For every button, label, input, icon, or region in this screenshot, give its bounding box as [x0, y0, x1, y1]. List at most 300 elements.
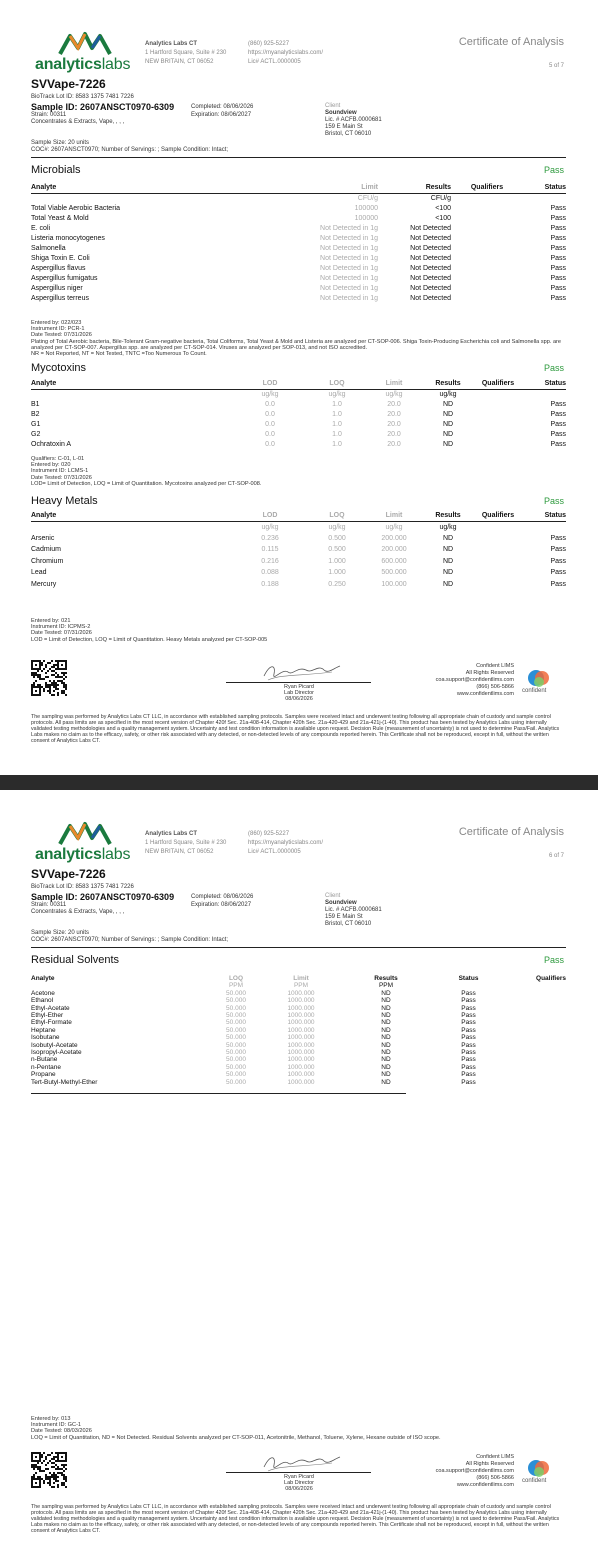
sample-id: Sample ID: 2607ANSCT0970-6309	[31, 102, 175, 112]
table-cell: 100000	[354, 205, 378, 212]
confident-brand: confident	[522, 1478, 547, 1484]
table-cell: Not Detected	[410, 275, 451, 282]
table-cell: ND	[381, 1071, 391, 1079]
table-cell: 0.500	[328, 534, 346, 542]
table-cell: 50.000	[226, 1056, 246, 1064]
table-cell: Lead	[31, 569, 47, 577]
heavy-metals-table	[31, 511, 566, 591]
table-cell	[506, 1042, 566, 1049]
table-cell: Pass	[550, 245, 566, 252]
col-header: Status	[523, 183, 566, 194]
table-row	[31, 244, 566, 254]
table-cell: Listeria monocytogenes	[31, 235, 105, 242]
table-cell: ND	[381, 1078, 391, 1086]
table-cell: 50.000	[226, 1026, 246, 1034]
table-cell: 50.000	[226, 997, 246, 1005]
strain-info: Strain: 00311 Concentrates & Extracts, Vape, , , ,	[31, 112, 125, 125]
strain-info: Strain: 00311 Concentrates & Extracts, Vape, , , ,	[31, 902, 125, 915]
table-row	[31, 545, 566, 557]
page-number: 5 of 7	[548, 63, 564, 69]
completion-dates: Completed: 08/06/2026 Expiration: 08/06/2027	[191, 894, 254, 908]
table-row	[31, 254, 566, 264]
microbials-notes	[31, 320, 566, 357]
table-row	[31, 1019, 566, 1026]
table-cell: 1000.000	[287, 989, 315, 997]
table-cell: 1000.000	[287, 1071, 315, 1079]
table-cell: 1000.000	[287, 997, 315, 1005]
table-cell: 1.0	[332, 411, 342, 418]
table-cell: Pass	[461, 1019, 476, 1027]
logo-wordmark: analyticslabs	[35, 56, 131, 73]
table-cell	[506, 1012, 566, 1019]
table-cell: 0.500	[328, 546, 346, 554]
table-cell: Pass	[461, 1012, 476, 1020]
table-cell	[451, 234, 523, 244]
note-line: Entered by: 020	[31, 462, 71, 469]
table-cell: Not Detected	[410, 255, 451, 262]
col-header: LOQ	[228, 975, 244, 982]
table-cell	[473, 440, 523, 450]
table-cell: Pass	[461, 1026, 476, 1034]
note-line: LOD = Limit of Detection, LOQ = Limit of Quantitation. Heavy Metals analyzed per CT-SOP-005	[31, 636, 268, 643]
table-cell: Not Detected	[410, 245, 451, 252]
table-cell: ND	[381, 1056, 391, 1064]
signature-block: Ryan Picard Lab Director 08/06/2026	[284, 1474, 314, 1492]
table-cell	[506, 1019, 566, 1026]
table-cell: Total Viable Aerobic Bacteria	[31, 205, 120, 212]
analytics-labs-logo-icon	[58, 30, 112, 56]
table-cell: 0.088	[261, 569, 279, 577]
table-cell: Pass	[550, 580, 566, 588]
col-header: LOD	[231, 379, 309, 390]
unit-label: CFU/g	[430, 195, 451, 202]
table-cell: Ochratoxin A	[31, 441, 72, 448]
heavy-metals-status: Pass	[543, 496, 564, 506]
lab-info: Analytics Labs CT 1 Hartford Square, Suite # 230 NEW BRITAIN, CT 06052	[145, 41, 227, 65]
col-header: LOQ	[309, 379, 365, 390]
unit-label: ug/kg	[385, 523, 403, 531]
table-cell: Salmonella	[31, 245, 66, 252]
table-cell	[473, 533, 523, 545]
confident-info: Confident LIMS All Rights Reserved coa.support@confidentlims.com (866) 506-5866 www.confidentlims.com	[435, 1454, 514, 1488]
table-cell: Pass	[550, 225, 566, 232]
table-row	[31, 556, 566, 568]
table-cell: ND	[442, 580, 454, 588]
note-line: Entered by: 013	[31, 1416, 71, 1422]
table-row	[31, 440, 566, 450]
table-cell: ND	[381, 989, 391, 997]
table-cell: Pass	[461, 1071, 476, 1079]
col-header: LOQ	[309, 511, 365, 522]
table-cell: 1.000	[328, 557, 346, 565]
table-cell: 20.0	[387, 421, 401, 428]
col-header: Limit	[293, 975, 309, 982]
table-cell: 1000.000	[287, 1063, 315, 1071]
table-cell: Not Detected	[410, 225, 451, 232]
table-cell: 200.000	[381, 534, 407, 542]
col-header: Status	[523, 511, 566, 522]
analytics-labs-logo-icon	[58, 820, 112, 846]
product-name: SVVape-7226	[31, 867, 106, 881]
table-cell	[473, 568, 523, 580]
col-header: Results	[423, 511, 473, 522]
table-cell: 50.000	[226, 1012, 246, 1020]
table-cell: 0.250	[328, 580, 346, 588]
mycotoxins-notes	[31, 456, 566, 487]
table-cell: 50.000	[226, 1049, 246, 1057]
sample-id: Sample ID: 2607ANSCT0970-6309	[31, 892, 175, 902]
table-cell	[451, 274, 523, 284]
table-cell: Isobutyl-Acetate	[31, 1041, 78, 1049]
table-row	[31, 1027, 566, 1034]
note-line: Instrument ID: PCR-1	[31, 326, 85, 333]
microbials-status: Pass	[543, 165, 564, 175]
residual-solvents-title: Residual Solvents	[31, 954, 120, 966]
table-cell: ND	[381, 1026, 391, 1034]
table-end-line	[31, 1093, 406, 1094]
unit-label: ug/kg	[439, 523, 457, 531]
table-cell: Pass	[550, 431, 566, 438]
table-row	[31, 1034, 566, 1041]
table-cell: 1.0	[332, 421, 342, 428]
table-cell: ND	[442, 441, 454, 448]
table-cell: Not Detected	[410, 295, 451, 302]
table-cell: Acetone	[31, 989, 55, 997]
unit-label: ug/kg	[261, 523, 279, 531]
table-cell	[451, 264, 523, 274]
table-cell: Not Detected in 1g	[320, 265, 378, 272]
table-cell: <100	[435, 205, 451, 212]
note-line: Instrument ID: ICPMS-2	[31, 624, 91, 631]
table-cell: E. coli	[31, 225, 51, 232]
table-row	[31, 997, 566, 1004]
unit-label: PPM	[228, 982, 244, 990]
table-cell	[473, 579, 523, 591]
table-cell: ND	[381, 1041, 391, 1049]
table-row	[31, 1049, 566, 1056]
col-header: Qualifiers	[473, 379, 523, 390]
table-cell: 0.236	[261, 534, 279, 542]
table-cell	[451, 284, 523, 294]
col-header: Results	[423, 379, 473, 390]
table-cell: 0.115	[261, 546, 279, 554]
table-cell	[451, 224, 523, 234]
note-line: Date Tested: 08/03/2026	[31, 1428, 92, 1435]
table-cell: Mercury	[31, 580, 57, 588]
col-header: Analyte	[31, 379, 231, 390]
client-info: Client Soundview Lic. # ACFB.0000681 159 E Main St Bristol, CT 06010	[325, 103, 382, 137]
table-cell	[451, 244, 523, 254]
table-cell: Shiga Toxin E. Coli	[31, 255, 90, 262]
table-cell: ND	[381, 1063, 391, 1071]
mycotoxins-title: Mycotoxins	[31, 362, 87, 374]
table-cell: Pass	[550, 534, 566, 542]
table-cell: Pass	[461, 1041, 476, 1049]
table-row	[31, 264, 566, 274]
table-cell	[506, 1056, 566, 1063]
client-info: Client Soundview Lic. # ACFB.0000681 159 E Main St Bristol, CT 06010	[325, 893, 382, 927]
disclaimer: The sampling was performed by Analytics Labs CT LLC, in accordance with established sampling protocols. Samples were received intact and underwent testing following all appropriate chain of custody and sample control protocols. All pass limits are as specified in the most recent version of Chapter 420f Sec. 21a-408-414, Chapter 420h Sec. 21a-420-429 and 21a-421j-(1-40). This product has been tested by Analytics Labs using internally validated testing methodologies and a quality management system. Uncertainty and test condition information is available upon request. Decision Rule (measurement of uncertainty) is not used to determine Pass/Fail. Analytics Labs makes no claim as to the efficacy, safety, or other risk associated with any detected, or non-detected levels of any compounds reported herein. This Certificate shall not be reproduced, except in full, without the written consent of Analytics Labs CT.	[31, 714, 560, 744]
mycotoxins-status: Pass	[543, 363, 564, 373]
divider-line	[31, 157, 566, 158]
col-header: Qualifiers	[536, 975, 566, 982]
table-cell: B1	[31, 401, 40, 408]
table-cell: ND	[442, 411, 454, 418]
table-cell	[473, 545, 523, 557]
table-cell: 1.0	[332, 441, 342, 448]
table-cell: Pass	[550, 285, 566, 292]
qr-code-icon	[31, 660, 67, 696]
table-cell: Ethyl-Formate	[31, 1019, 72, 1027]
note-line: LOD= Limit of Detection, LOQ = Limit of Quantitation. Mycotoxins analyzed per CT-SOP-008.	[31, 480, 262, 487]
table-cell: 0.216	[261, 557, 279, 565]
table-cell: ND	[381, 1012, 391, 1020]
table-cell: Pass	[461, 1063, 476, 1071]
table-cell: Pass	[550, 411, 566, 418]
table-cell: 50.000	[226, 1041, 246, 1049]
col-header: Analyte	[31, 511, 231, 522]
table-cell: Pass	[550, 421, 566, 428]
col-header: Analyte	[31, 183, 251, 194]
lab-contact: (860) 925-5227 https://myanalyticslabs.com/ Lic# ACTL.0000005	[248, 41, 324, 65]
unit-label: ug/kg	[328, 523, 346, 531]
table-cell: Heptane	[31, 1026, 56, 1034]
table-row	[31, 1056, 566, 1063]
table-cell	[451, 204, 523, 214]
note-line: Plating of Total Aerobic bacteria, Bile-Tolerant Gram-negative bacteria, Total Coliforms, Total Yeast & Mold and Listeria are analyzed per CT-SOP-006. Shiga Toxin-Producing Escherichia coli and Salmonella spp. are analyzed per CT-SOP-007. Aspergillus spp. are analyzed per CT-SOP-014. Viruses are analyzed per SOP-013, and not ISO accredited.	[31, 338, 562, 351]
table-cell: Arsenic	[31, 534, 55, 542]
table-cell: Ethanol	[31, 997, 54, 1005]
table-cell: Pass	[550, 401, 566, 408]
col-header: Results	[378, 183, 451, 194]
unit-label: PPM	[293, 982, 309, 990]
note-line: Date Tested: 07/31/2026	[31, 630, 92, 637]
divider-line	[31, 947, 566, 948]
table-row	[31, 224, 566, 234]
table-cell: Pass	[461, 1034, 476, 1042]
note-line: LOQ = Limit of Quantitation, ND = Not Detected. Residual Solvents analyzed per CT-SOP-011, Acetonitrile, Methanol, Toluene, Xylene, Hexane outside of ISO scope.	[31, 1434, 441, 1441]
col-header: Qualifiers	[473, 511, 523, 522]
note-line: Entered by: 022/023	[31, 320, 82, 326]
table-cell: Ethyl-Ether	[31, 1012, 64, 1020]
table-cell	[506, 1005, 566, 1012]
table-cell: Aspergillus terreus	[31, 295, 89, 302]
note-line: Qualifiers: C-01, L-01	[31, 456, 85, 462]
table-cell: 20.0	[387, 441, 401, 448]
table-cell: Pass	[461, 989, 476, 997]
note-line: Instrument ID: LCMS-1	[31, 468, 89, 475]
table-cell: 1000.000	[287, 1019, 315, 1027]
col-header: Qualifiers	[451, 183, 523, 194]
table-cell: Pass	[461, 1004, 476, 1012]
table-cell: 20.0	[387, 411, 401, 418]
table-row	[31, 420, 566, 430]
note-line: Date Tested: 07/31/2026	[31, 474, 92, 481]
table-cell: Not Detected in 1g	[320, 245, 378, 252]
table-cell: Not Detected in 1g	[320, 275, 378, 282]
table-cell: 200.000	[381, 546, 407, 554]
table-cell: <100	[435, 215, 451, 222]
table-cell: Pass	[550, 295, 566, 302]
table-cell	[506, 1049, 566, 1056]
table-cell: 0.0	[265, 421, 275, 428]
table-cell: 1000.000	[287, 1004, 315, 1012]
col-header: Limit	[365, 511, 423, 522]
table-cell	[506, 997, 566, 1004]
table-cell: Pass	[550, 569, 566, 577]
table-cell: Isopropyl-Acetate	[31, 1049, 82, 1057]
residual-solvents-table	[31, 975, 566, 1086]
table-cell: G2	[31, 431, 41, 438]
col-header: Results	[374, 975, 398, 982]
col-header: Status	[458, 975, 479, 982]
table-cell: 50.000	[226, 1078, 246, 1086]
table-cell: ND	[381, 997, 391, 1005]
table-cell: 1000.000	[287, 1026, 315, 1034]
note-line: Entered by: 021	[31, 618, 71, 624]
table-row	[31, 430, 566, 440]
signature-scrawl-icon	[262, 662, 342, 684]
note-line: NR = Not Reported, NT = Not Tested, TNTC =Too Numerous To Count.	[31, 351, 207, 358]
table-row	[31, 214, 566, 224]
table-row	[31, 274, 566, 284]
table-cell: Not Detected	[410, 265, 451, 272]
table-cell: 50.000	[226, 1071, 246, 1079]
biotrack-id: BioTrack Lot ID: 8583 1375 7481 7226	[31, 94, 134, 100]
residual-solvents-notes	[31, 1416, 566, 1441]
table-cell: ND	[442, 546, 454, 554]
table-cell: ND	[381, 1004, 391, 1012]
table-cell: ND	[442, 431, 454, 438]
table-cell: Pass	[550, 441, 566, 448]
table-row	[31, 1005, 566, 1012]
table-row	[31, 400, 566, 410]
table-row	[31, 294, 566, 304]
table-cell: n-Butane	[31, 1056, 58, 1064]
table-cell: ND	[442, 421, 454, 428]
table-cell: 500.000	[381, 569, 407, 577]
table-cell: Pass	[550, 265, 566, 272]
table-cell: B2	[31, 411, 40, 418]
confident-brand: confident	[522, 688, 547, 694]
table-cell: Pass	[550, 275, 566, 282]
product-name: SVVape-7226	[31, 77, 106, 91]
table-cell: Pass	[461, 1056, 476, 1064]
table-cell: Not Detected in 1g	[320, 225, 378, 232]
qr-code-icon	[31, 1452, 67, 1488]
table-cell: Tert-Butyl-Methyl-Ether	[31, 1078, 98, 1086]
table-cell: 20.0	[387, 401, 401, 408]
table-cell: Pass	[550, 235, 566, 242]
table-cell: 0.0	[265, 401, 275, 408]
unit-label: ug/kg	[261, 391, 279, 398]
note-line: Date Tested: 07/31/2026	[31, 332, 92, 339]
table-cell	[451, 254, 523, 264]
microbials-title: Microbials	[31, 164, 81, 176]
coa-page-5	[0, 0, 598, 775]
table-cell: 50.000	[226, 1019, 246, 1027]
signature-line	[226, 682, 371, 683]
table-cell: ND	[381, 1049, 391, 1057]
unit-label: ug/kg	[328, 391, 346, 398]
table-row	[31, 1079, 566, 1086]
table-cell: 20.0	[387, 431, 401, 438]
page-number: 6 of 7	[548, 853, 564, 859]
logo-wordmark: analyticslabs	[35, 846, 131, 863]
table-cell: Propane	[31, 1071, 56, 1079]
table-cell: 1000.000	[287, 1041, 315, 1049]
table-row	[31, 284, 566, 294]
table-row	[31, 1042, 566, 1049]
table-cell: Pass	[550, 557, 566, 565]
table-cell: G1	[31, 421, 41, 428]
table-cell	[473, 430, 523, 440]
table-cell	[473, 400, 523, 410]
table-cell: ND	[442, 401, 454, 408]
table-cell: ND	[442, 557, 454, 565]
table-cell: Not Detected in 1g	[320, 295, 378, 302]
table-cell: 600.000	[381, 557, 407, 565]
table-cell: Cadmium	[31, 546, 61, 554]
table-cell	[506, 1034, 566, 1041]
table-cell: ND	[442, 534, 454, 542]
table-cell	[506, 1071, 566, 1078]
unit-label: ug/kg	[439, 391, 457, 398]
heavy-metals-title: Heavy Metals	[31, 495, 98, 507]
coa-page-6	[0, 790, 598, 1566]
table-cell: 0.188	[261, 580, 279, 588]
table-cell: Not Detected	[410, 235, 451, 242]
table-cell: Aspergillus niger	[31, 285, 83, 292]
table-cell: Not Detected in 1g	[320, 255, 378, 262]
table-cell: ND	[442, 569, 454, 577]
table-cell: ND	[381, 1034, 391, 1042]
table-cell: 0.0	[265, 441, 275, 448]
table-cell: 50.000	[226, 1034, 246, 1042]
table-cell: Aspergillus flavus	[31, 265, 86, 272]
table-cell	[451, 294, 523, 304]
table-cell	[473, 410, 523, 420]
unit-label: ug/kg	[385, 391, 403, 398]
table-cell: 1000.000	[287, 1034, 315, 1042]
table-row	[31, 1012, 566, 1019]
table-cell: 50.000	[226, 1004, 246, 1012]
table-cell: 1.000	[328, 569, 346, 577]
table-cell	[506, 1064, 566, 1071]
lab-info: Analytics Labs CT 1 Hartford Square, Suite # 230 NEW BRITAIN, CT 06052	[145, 831, 227, 855]
table-cell	[473, 420, 523, 430]
biotrack-id: BioTrack Lot ID: 8583 1375 7481 7226	[31, 884, 134, 890]
note-line: Instrument ID: GC-1	[31, 1422, 82, 1429]
table-cell: Ethyl-Acetate	[31, 1004, 70, 1012]
table-cell: n-Pentane	[31, 1063, 61, 1071]
heavy-metals-notes	[31, 618, 566, 643]
table-cell: ND	[381, 1019, 391, 1027]
table-cell: 50.000	[226, 1063, 246, 1071]
table-cell: 1000.000	[287, 1056, 315, 1064]
table-cell: Pass	[550, 215, 566, 222]
table-cell: 50.000	[226, 989, 246, 997]
table-cell: 1.0	[332, 431, 342, 438]
table-cell: Not Detected in 1g	[320, 285, 378, 292]
coa-title: Certificate of Analysis	[458, 826, 564, 838]
mycotoxins-table	[31, 379, 566, 450]
table-cell: 1000.000	[287, 1078, 315, 1086]
signature-block: Ryan Picard Lab Director 08/06/2026	[284, 684, 314, 702]
disclaimer: The sampling was performed by Analytics Labs CT LLC, in accordance with established sampling protocols. Samples were received intact and underwent testing following all appropriate chain of custody and sample control protocols. All pass limits are as specified in the most recent version of Chapter 420f Sec. 21a-408-414, Chapter 420h Sec. 21a-420-429 and 21a-421j-(1-40). This product has been tested by Analytics Labs using internally validated testing methodologies and a quality management system. Uncertainty and test condition information is available upon request. Decision Rule (measurement of uncertainty) is not used to determine Pass/Fail. Analytics Labs makes no claim as to the efficacy, safety, or other risk associated with any detected, or non-detected levels of any compounds reported herein. This Certificate shall not be reproduced, except in full, without the written consent of Analytics Labs CT.	[31, 1504, 560, 1534]
table-cell: 1000.000	[287, 1049, 315, 1057]
table-row	[31, 533, 566, 545]
